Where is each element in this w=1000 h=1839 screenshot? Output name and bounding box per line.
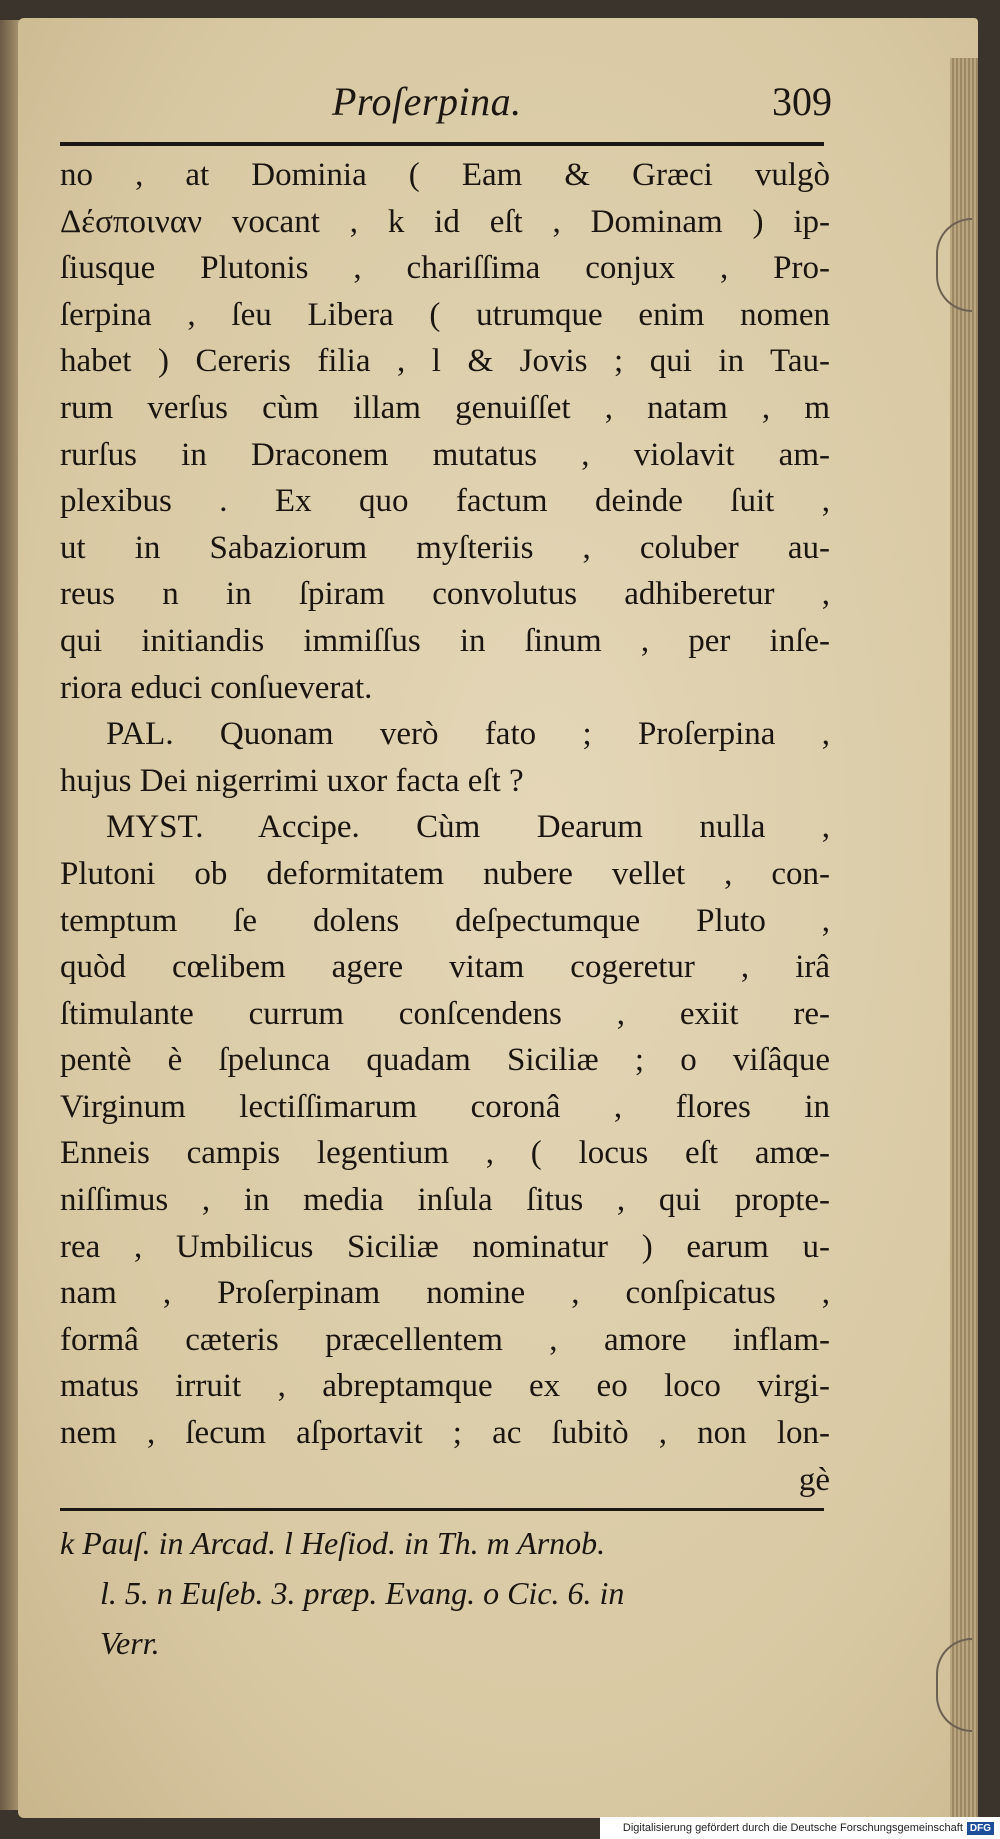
text-line: niſſimus , in media inſula ſitus , qui propte- xyxy=(60,1182,830,1219)
text-line: habet ) Cereris filia , l & Jovis ; qui in Tau- xyxy=(60,343,830,380)
digitization-credit-text: Digitalisierung gefördert durch die Deutsche Forschungsgemeinschaft xyxy=(622,1822,963,1834)
digitization-credit xyxy=(600,1817,1000,1839)
text-line: rum verſus cùm illam genuiſſet , natam , m xyxy=(60,389,830,426)
text-line: rea , Umbilicus Siciliæ nominatur ) earum u- xyxy=(60,1228,830,1265)
text-line: Plutoni ob deformitatem nubere vellet , con- xyxy=(60,855,830,892)
text-line: temptum ſe dolens deſpectumque Pluto , xyxy=(60,902,830,939)
text-line: Virginum lectiſſimarum coronâ , flores in xyxy=(60,1088,830,1125)
text-line: no , at Dominia ( Eam & Græci vulgò xyxy=(60,157,830,193)
text-line: Δέσποιναν vocant , k id eſt , Dominam ) ip- xyxy=(60,203,830,240)
catchword: gè xyxy=(798,1461,830,1498)
text-line: Enneis campis legentium , ( locus eſt amœ- xyxy=(60,1135,830,1172)
text-line: matus irruit , abreptamque ex eo loco virgi- xyxy=(60,1368,830,1405)
text-line: ſerpina , ſeu Libera ( utrumque enim nomen xyxy=(60,296,830,333)
text-line: nam , Proſerpinam nomine , conſpicatus , xyxy=(60,1275,830,1312)
text-line: reus n in ſpiram convolutus adhiberetur , xyxy=(60,576,830,613)
footnote-rule xyxy=(60,1508,824,1511)
text-line: MYST. Accipe. Cùm Dearum nulla , xyxy=(106,809,830,846)
footnote-line: k Pauſ. in Arcad. l Heſiod. in Th. m Arnob. xyxy=(60,1525,606,1561)
page-header xyxy=(62,78,832,138)
text-line: PAL. Quonam verò fato ; Proſerpina , xyxy=(106,716,830,753)
dfg-logo-icon: DFG xyxy=(967,1822,994,1835)
text-line: qui initiandis immiſſus in ſinum , per inſe- xyxy=(60,622,830,659)
text-line: rurſus in Draconem mutatus , violavit am- xyxy=(60,436,830,473)
text-line: ut in Sabaziorum myſteriis , coluber au- xyxy=(60,529,830,566)
page-number: 309 xyxy=(772,79,832,124)
header-rule xyxy=(60,142,824,146)
page-clip-bottom xyxy=(936,1638,972,1732)
footnote-line: l. 5. n Euſeb. 3. præp. Evang. o Cic. 6. in xyxy=(100,1575,625,1611)
page-clip-top xyxy=(936,218,972,312)
footnotes xyxy=(60,1518,830,1668)
text-line: ſiusque Plutonis , chariſſima conjux , Pro- xyxy=(60,250,830,287)
text-line: riora educi conſueverat. xyxy=(60,669,373,706)
text-line: pentè è ſpelunca quadam Siciliæ ; o viſâque xyxy=(60,1042,830,1079)
text-line: formâ cæteris præcellentem , amore inflam- xyxy=(60,1321,830,1358)
text-line: hujus Dei nigerrimi uxor facta eſt ? xyxy=(60,762,524,799)
page-fore-edge xyxy=(950,58,978,1818)
text-line: nem , ſecum aſportavit ; ac ſubitò , non lon- xyxy=(60,1415,830,1452)
text-line: ſtimulante currum conſcendens , exiit re- xyxy=(60,995,830,1032)
footnote-line: Verr. xyxy=(100,1625,160,1661)
running-head: Proſerpina. xyxy=(332,79,522,124)
text-line: plexibus . Ex quo factum deinde ſuit , xyxy=(60,483,830,520)
text-line: quòd cœlibem agere vitam cogeretur , irâ xyxy=(60,949,830,986)
main-text xyxy=(60,152,830,1503)
